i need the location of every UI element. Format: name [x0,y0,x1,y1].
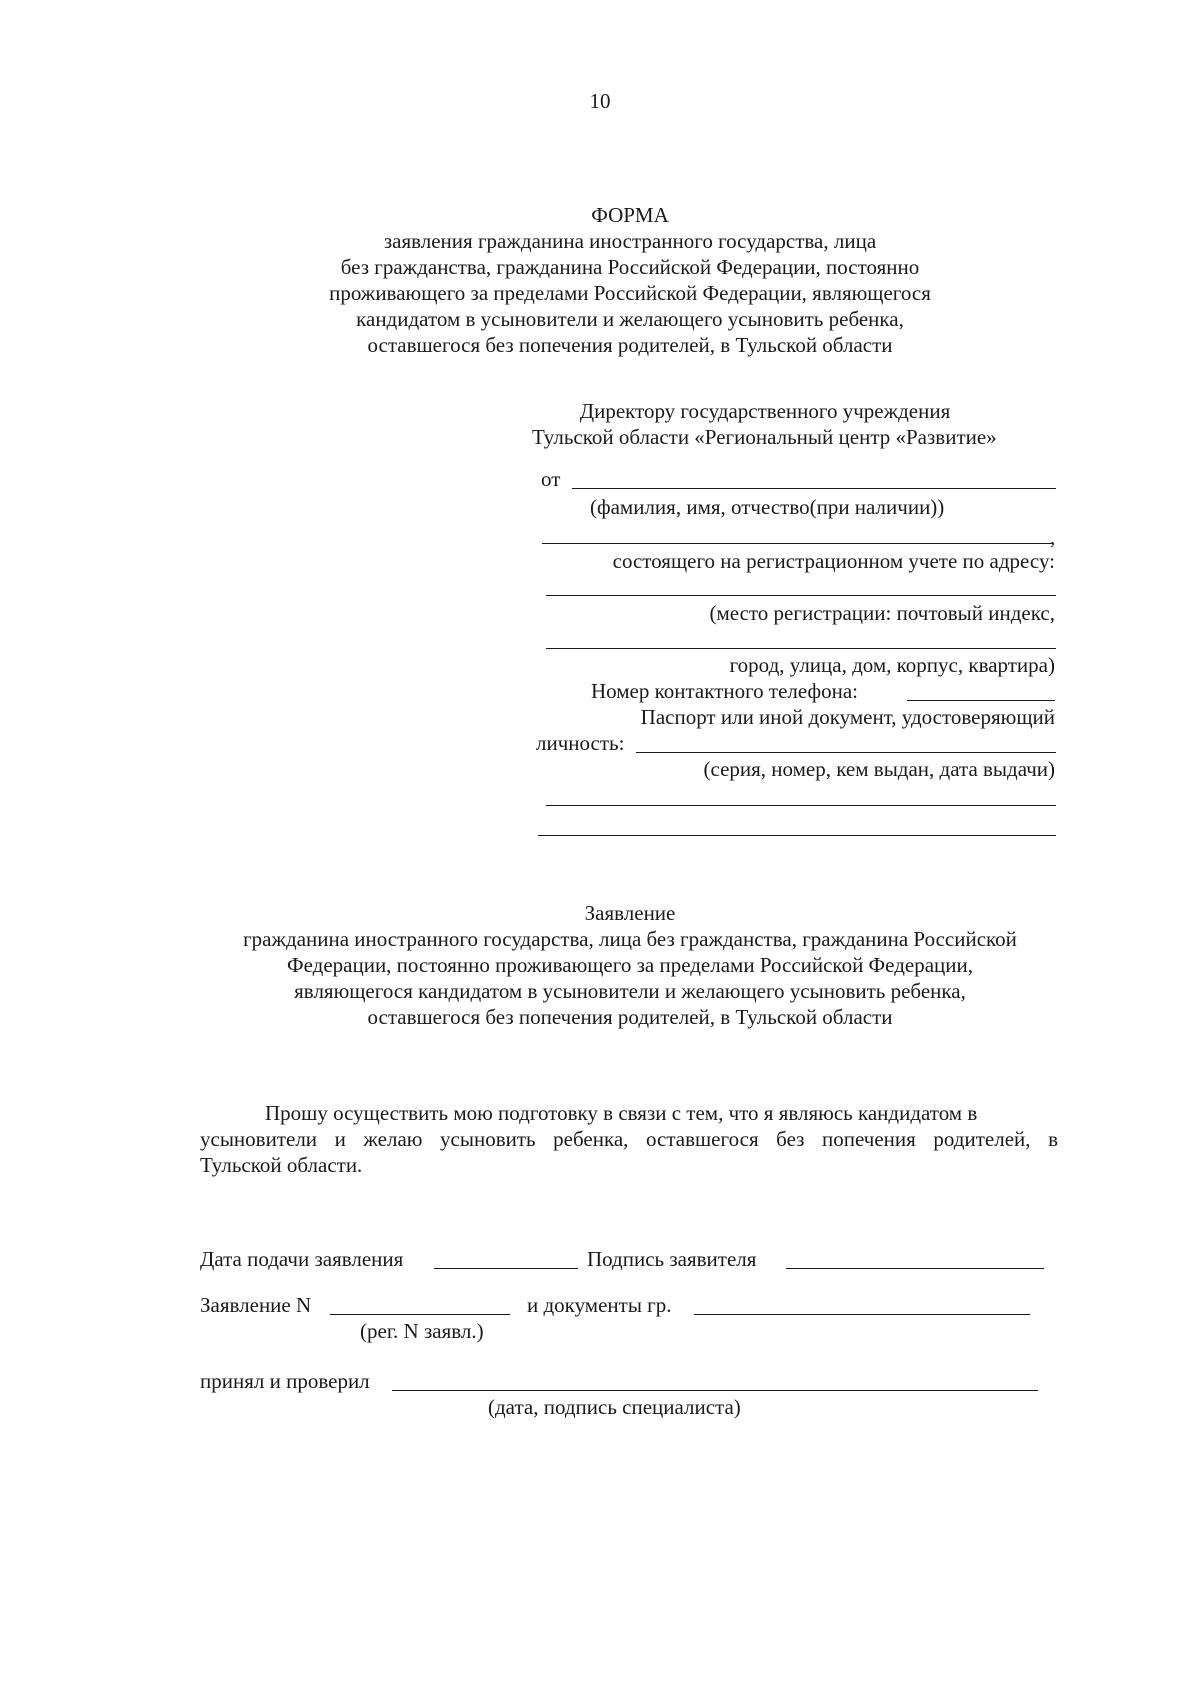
passport-field[interactable] [636,752,1056,753]
name-hint: (фамилия, имя, отчество(при наличии)) [590,495,945,519]
documents-field[interactable] [694,1314,1030,1315]
address-hint-2: город, улица, дом, корпус, квартира) [729,653,1055,677]
passport-hint: (серия, номер, кем выдан, дата выдачи) [703,757,1055,781]
statement-subtitle-line: Федерации, постоянно проживающего за пределами Российской Федерации, [287,953,973,977]
form-subtitle-line: заявления гражданина иностранного государства, лица [383,229,877,253]
statement-subtitle [160,926,1100,1030]
addressee-line-1: Директору государственного учреждения [579,399,951,423]
passport-field-3[interactable] [538,835,1056,836]
statement-subtitle-line: являющегося кандидатом в усыновители и желающего усыновить ребенка, [294,979,966,1003]
signature-field[interactable] [786,1268,1044,1269]
reg-number-hint: (рег. N заявл.) [360,1319,484,1343]
phone-field[interactable] [907,700,1055,701]
statement-body-line-2: усыновители и желаю усыновить ребенка, оставшегося без попечения родителей, в [200,1127,1058,1151]
documents-label: и документы гр. [527,1293,672,1317]
signature-label: Подпись заявителя [587,1247,757,1271]
name-continuation-field[interactable] [542,543,1052,544]
passport-label-2: личность: [536,731,625,755]
statement-subtitle-line: гражданина иностранного государства, лица без гражданства, гражданина Российской [243,927,1017,951]
form-subtitle [250,228,1010,358]
statement-body-line-3: Тульской области. [200,1153,363,1177]
address-field-1[interactable] [546,595,1056,596]
accepted-label: принял и проверил [200,1369,370,1393]
statement-title: Заявление [584,901,676,925]
address-field-2[interactable] [546,648,1056,649]
from-name-field[interactable] [572,488,1056,489]
form-subtitle-line: кандидатом в усыновители и желающего усыновить ребенка, [356,307,904,331]
date-label: Дата подачи заявления [200,1247,404,1271]
statement-number-label: Заявление N [200,1293,312,1317]
from-label: от [541,467,561,491]
addressee-line-2: Тульской области «Региональный центр «Развитие» [532,425,997,449]
specialist-hint: (дата, подпись специалиста) [488,1395,741,1419]
statement-number-field[interactable] [330,1314,510,1315]
address-hint-1: (место регистрации: почтовый индекс, [709,601,1055,625]
passport-field-2[interactable] [546,805,1056,806]
statement-subtitle-line: оставшегося без попечения родителей, в Тульской области [367,1005,893,1029]
date-field[interactable] [434,1268,578,1269]
phone-label: Номер контактного телефона: [591,679,858,703]
form-title: ФОРМА [591,203,669,227]
form-subtitle-line: проживающего за пределами Российской Федерации, являющегося [329,281,931,305]
registered-label: состоящего на регистрационном учете по адресу: [612,549,1055,573]
name-comma: , [1050,525,1056,549]
accepted-field[interactable] [392,1390,1038,1391]
passport-label-1: Паспорт или иной документ, удостоверяющий [640,705,1055,729]
statement-body-line-1: Прошу осуществить мою подготовку в связи с тем, что я являюсь кандидатом в [265,1101,978,1125]
form-subtitle-line: без гражданства, гражданина Российской Федерации, постоянно [340,255,920,279]
form-subtitle-line: оставшегося без попечения родителей, в Тульской области [367,333,893,357]
page-number: 10 [589,89,611,113]
